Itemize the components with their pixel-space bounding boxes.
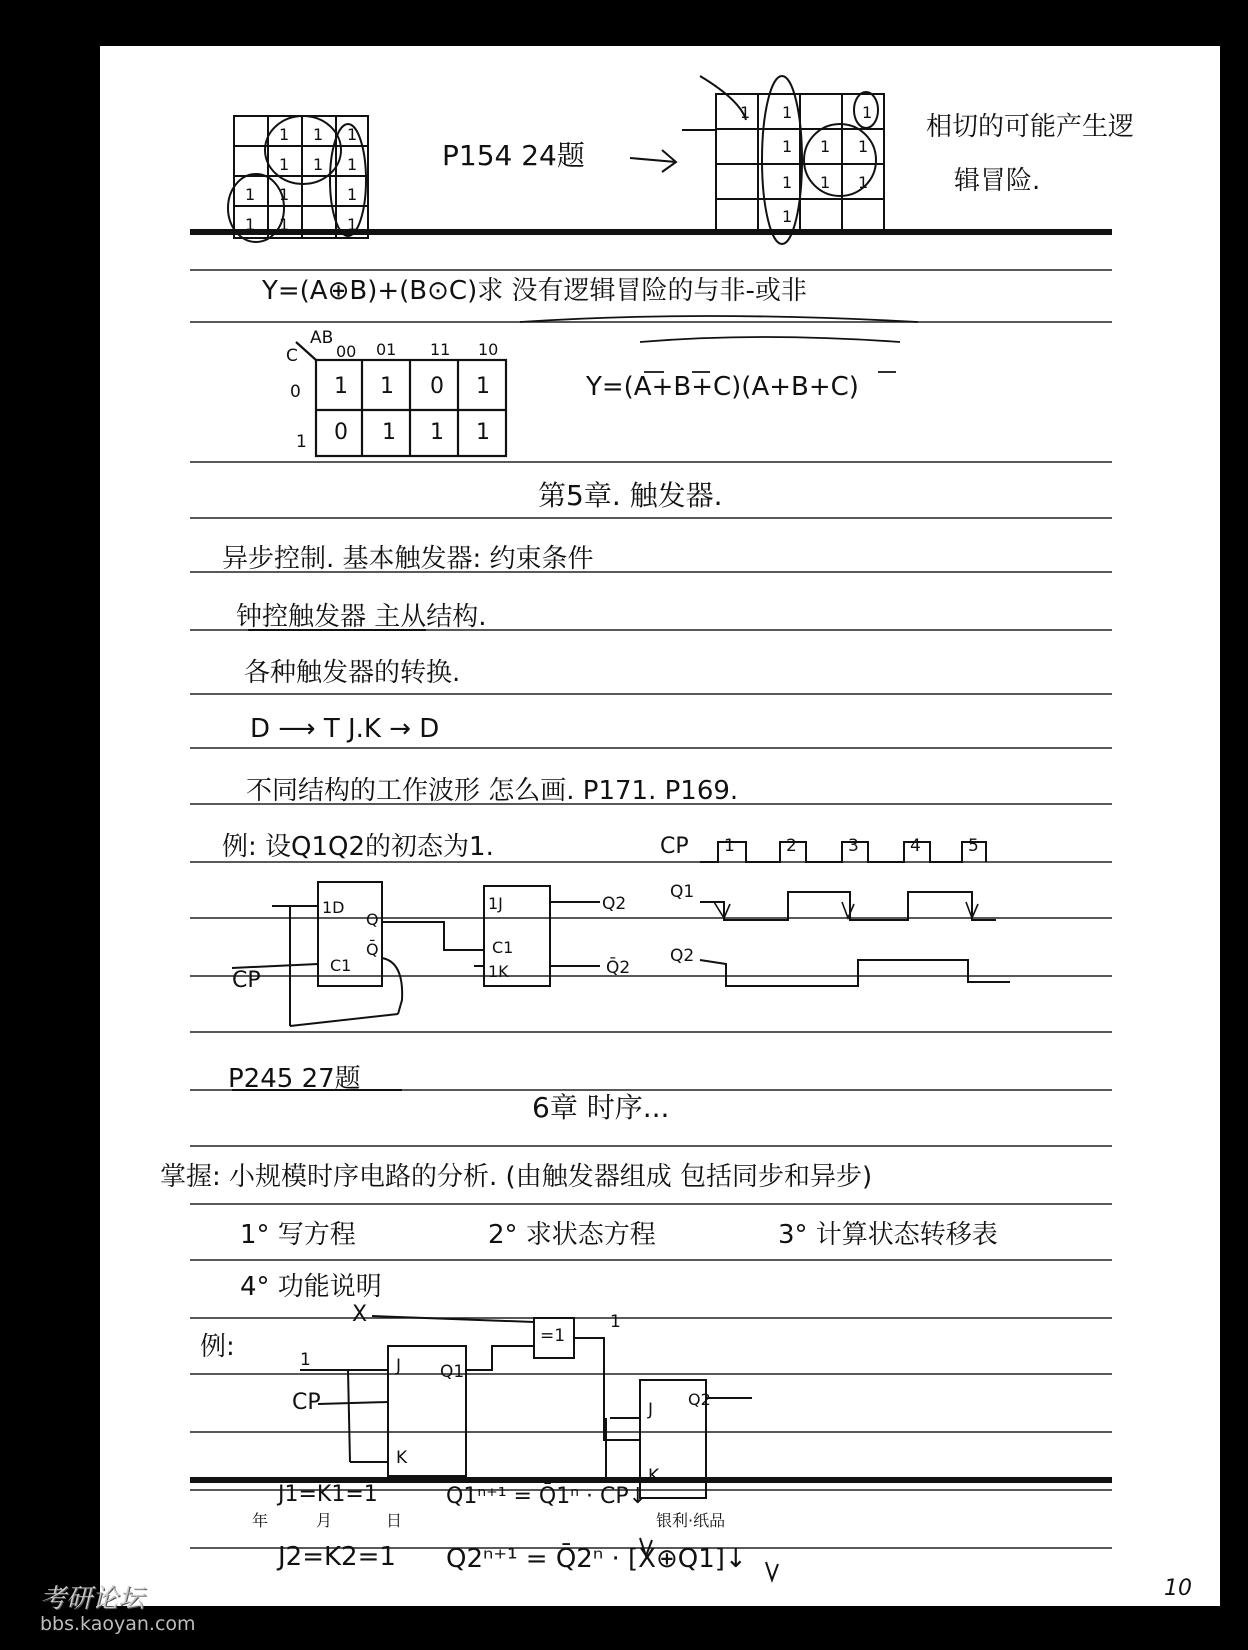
pulse-label: 3 xyxy=(848,836,859,856)
kmap-cell: 1 xyxy=(476,420,490,445)
chapter5-title: 第5章. 触发器. xyxy=(538,479,723,512)
kmap-cell: 0 xyxy=(334,420,348,445)
ff1-pin-c1: C1 xyxy=(330,956,352,975)
ex2-ff2-pin-q2: Q2 xyxy=(688,1390,711,1409)
ff2-pin-c1: C1 xyxy=(492,938,514,957)
cp-input-label: CP xyxy=(232,968,261,993)
forum-watermark xyxy=(40,1578,196,1635)
kmap-cell: 1 xyxy=(476,374,490,399)
kmap-row-0: 0 xyxy=(290,382,301,402)
equation-result: Y=(A+B+C)(A+B+C) xyxy=(586,372,859,402)
svg-text:1: 1 xyxy=(347,215,358,234)
svg-text:1: 1 xyxy=(858,173,869,192)
svg-text:1: 1 xyxy=(279,185,290,204)
kmap-corner-ab: AB xyxy=(310,328,334,348)
svg-text:1: 1 xyxy=(279,155,290,174)
master-line: 掌握: 小规模时序电路的分析. (由触发器组成 包括同步和异步) xyxy=(160,1162,873,1192)
svg-text:1: 1 xyxy=(347,155,358,174)
svg-text:1: 1 xyxy=(740,103,751,122)
step-1: 1° 写方程 xyxy=(240,1220,356,1250)
ex2-ff2-pin-j: J xyxy=(648,1400,654,1420)
svg-text:1: 1 xyxy=(245,185,256,204)
xor-gate-label: =1 xyxy=(540,1326,566,1346)
output-q2: Q2 xyxy=(602,894,627,914)
timing-q2-label: Q2 xyxy=(670,946,695,966)
svg-text:1: 1 xyxy=(820,173,831,192)
timing-q1-label: Q1 xyxy=(670,882,695,902)
example1-circuit xyxy=(232,882,600,1026)
eq-q2: Q2ⁿ⁺¹ = Q̄2ⁿ · [X⊕Q1]↓ xyxy=(446,1544,747,1574)
ex2-ff1-pin-j: J xyxy=(396,1356,402,1376)
pulse-label: 5 xyxy=(968,836,979,856)
kmap-row-1: 1 xyxy=(296,432,307,452)
kmap-cell: 1 xyxy=(430,420,444,445)
note-line4: D ⟶ T J.K → D xyxy=(250,714,440,744)
svg-text:1: 1 xyxy=(245,215,256,234)
svg-text:1: 1 xyxy=(820,137,831,156)
svg-text:1: 1 xyxy=(858,137,869,156)
note-line2: 钟控触发器 主从结构. xyxy=(236,602,487,632)
kmap-cell: 0 xyxy=(430,374,444,399)
kmap-cell: 1 xyxy=(382,420,396,445)
ff2-pin-k: 1K xyxy=(488,962,509,981)
const-one-a: 1 xyxy=(300,1350,311,1370)
svg-text:1: 1 xyxy=(347,125,358,144)
output-q2bar: Q̄2 xyxy=(606,958,631,978)
kmap-col-1: 01 xyxy=(376,340,397,359)
step-3: 3° 计算状态转移表 xyxy=(778,1220,998,1250)
example2-circuit xyxy=(300,1316,752,1498)
note-line5: 不同结构的工作波形 怎么画. P171. P169. xyxy=(246,776,739,806)
ff2-pin-j: 1J xyxy=(488,894,503,913)
chapter6-title: 6章 时序... xyxy=(532,1091,670,1124)
svg-text:1: 1 xyxy=(313,155,324,174)
example2-label: 例: xyxy=(200,1332,235,1362)
ex2-ff1-pin-q1: Q1 xyxy=(440,1362,465,1382)
kmap-table-grid xyxy=(296,342,506,456)
ff1-pin-d: 1D xyxy=(322,898,345,917)
svg-text:1: 1 xyxy=(347,185,358,204)
problem-ref: P154 24题 xyxy=(442,139,585,172)
footer-brand: 银利·纸品 xyxy=(656,1511,726,1530)
pulse-label: 1 xyxy=(724,836,735,856)
footer-year: 年 xyxy=(252,1511,269,1530)
eq-j1: J1=K1=1 xyxy=(278,1482,378,1507)
svg-text:1: 1 xyxy=(782,137,793,156)
watermark-url: bbs.kaoyan.com xyxy=(40,1613,196,1635)
example1-label: 例: 设Q1Q2的初态为1. xyxy=(222,832,494,862)
ex2-cp-label: CP xyxy=(292,1390,321,1415)
kmap-cell: 1 xyxy=(334,374,348,399)
step-4: 4° 功能说明 xyxy=(240,1272,382,1302)
svg-text:1: 1 xyxy=(862,103,873,122)
page-number: 10 xyxy=(1164,1576,1192,1601)
ex2-ff2-pin-k: K xyxy=(648,1466,660,1486)
note-line3: 各种触发器的转换. xyxy=(244,658,461,688)
svg-text:1: 1 xyxy=(782,207,793,226)
hazard-note-line2: 辑冒险. xyxy=(954,166,1041,196)
kmap-col-0: 00 xyxy=(336,342,357,361)
svg-text:1: 1 xyxy=(782,103,793,122)
footer-month: 月 xyxy=(316,1511,333,1530)
svg-text:1: 1 xyxy=(279,125,290,144)
pulse-label: 4 xyxy=(910,836,921,856)
footer-day: 日 xyxy=(386,1511,403,1530)
svg-text:1: 1 xyxy=(782,173,793,192)
kmap-col-3: 10 xyxy=(478,340,499,359)
pulse-label: 2 xyxy=(786,836,797,856)
ff1-pin-qbar: Q̄ xyxy=(366,940,379,959)
ex2-ff1-pin-k: K xyxy=(396,1448,408,1468)
timing-cp-label: CP xyxy=(660,834,689,859)
equation-problem: Y=(A⊕B)+(B⊙C)求 没有逻辑冒险的与非-或非 xyxy=(262,276,807,306)
ff1-pin-q: Q xyxy=(366,910,379,929)
svg-text:1: 1 xyxy=(279,215,290,234)
svg-text:1: 1 xyxy=(313,125,324,144)
step-2: 2° 求状态方程 xyxy=(488,1220,656,1250)
eq-j2: J2=K2=1 xyxy=(278,1542,396,1572)
timing-diagram xyxy=(700,842,1010,986)
hazard-note-line1: 相切的可能产生逻 xyxy=(926,112,1135,142)
kmap-corner-c: C xyxy=(286,346,298,366)
watermark-title: 考研论坛 xyxy=(40,1584,145,1614)
p245-ref: P245 27题 xyxy=(228,1064,361,1094)
kmap-cell: 1 xyxy=(380,374,394,399)
input-x-label: X xyxy=(352,1302,368,1327)
kmap-col-2: 11 xyxy=(430,340,451,359)
eq-q1: Q1ⁿ⁺¹ = Q̄1ⁿ · CP↓ xyxy=(446,1484,648,1509)
note-line1: 异步控制. 基本触发器: 约束条件 xyxy=(222,544,594,574)
const-one-b: 1 xyxy=(610,1312,621,1332)
